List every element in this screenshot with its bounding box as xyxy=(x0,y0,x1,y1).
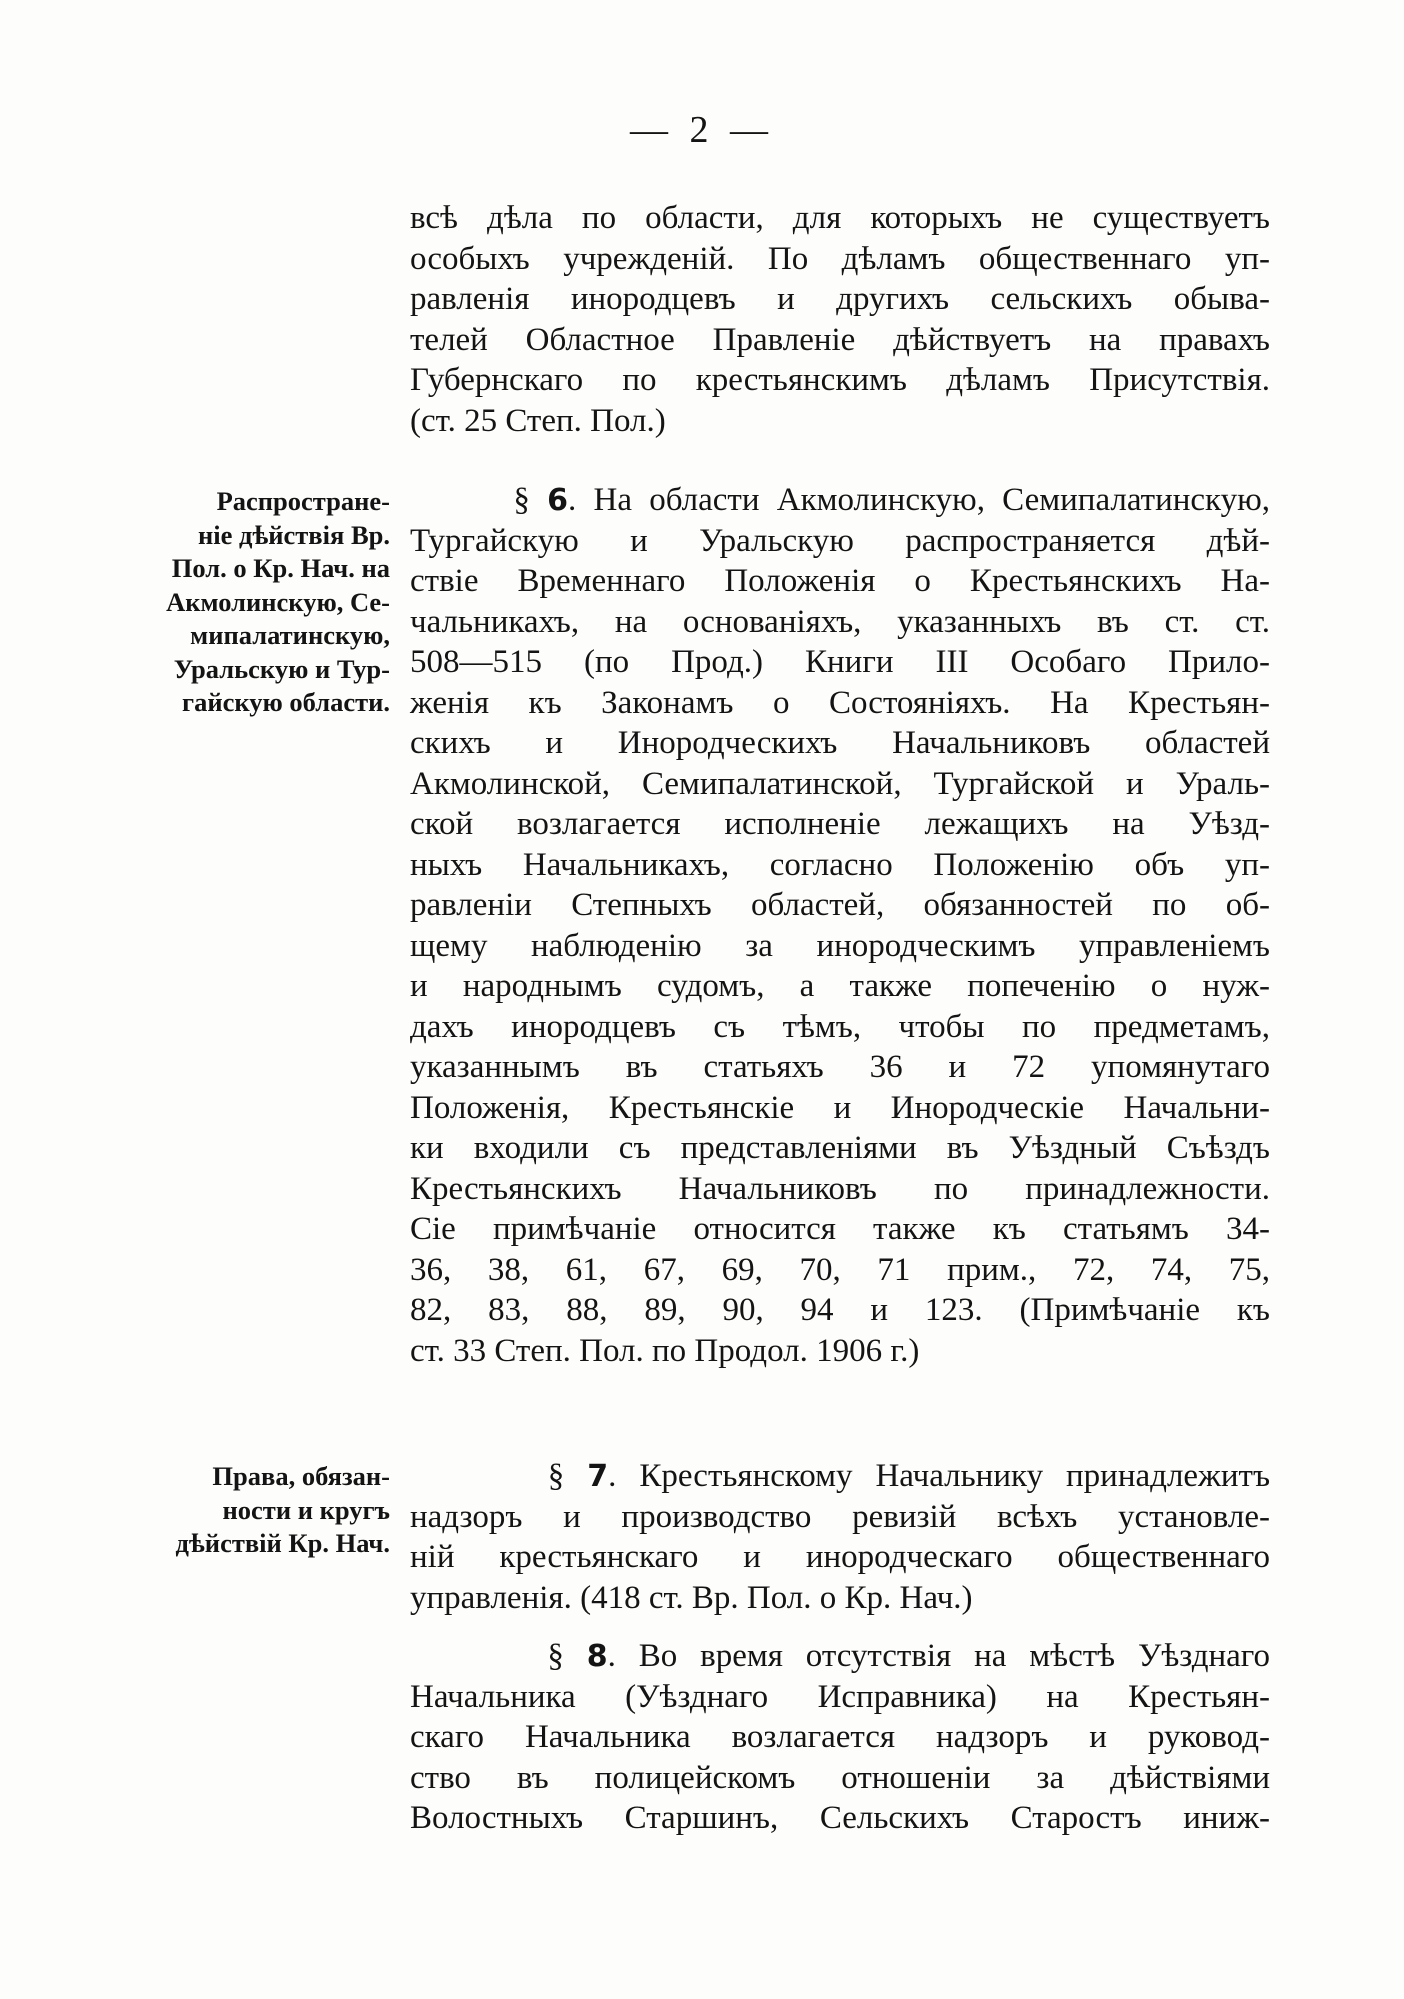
text-line: Акмолинской, Семипалатинской, Тургайской и Ураль- xyxy=(410,765,1270,802)
text-line: ство въ полицейскомъ отношеніи за дѣйствіями xyxy=(410,1759,1270,1796)
section-symbol: § xyxy=(547,1638,564,1674)
margin-note-line: ніе дѣйствія Вр. xyxy=(197,519,390,550)
margin-note-line: Пол. о Кр. Нач. на xyxy=(171,553,390,583)
margin-note-line: дѣйствій Кр. Нач. xyxy=(175,1528,390,1558)
text-line: указаннымъ въ статьяхъ 36 и 72 упомянутаго xyxy=(410,1049,1270,1085)
margin-note-extension xyxy=(128,485,390,720)
margin-note-line: Акмолинскую, Се- xyxy=(166,586,390,617)
text-line: и народнымъ судомъ, а также попеченію о нуж- xyxy=(410,968,1270,1004)
section-8-first-line xyxy=(410,1636,1270,1677)
text-line: особыхъ учрежденій. По дѣламъ общественнаго уп- xyxy=(410,240,1270,277)
text-line: . На области Акмолинскую, Семипалатинскую, xyxy=(568,482,1271,518)
text-line: дахъ инородцевъ съ тѣмъ, чтобы по предметамъ, xyxy=(410,1008,1270,1045)
text-line: (ст. 25 Степ. Пол.) xyxy=(410,402,666,439)
text-line: ныхъ Начальникахъ, согласно Положенію объ уп- xyxy=(410,846,1270,883)
margin-note-line: Права, обязан- xyxy=(212,1461,390,1491)
text-line: 82, 83, 88, 89, 90, 94 и 123. (Примѣчаніе къ xyxy=(410,1292,1270,1328)
section-6 xyxy=(410,480,1270,1371)
text-line: ст. 33 Степ. Пол. по Продол. 1906 г.) xyxy=(410,1332,920,1369)
text-line: Начальника (Уѣзднаго Исправника) на Крестьян- xyxy=(410,1678,1270,1715)
text-line: ствіе Временнаго Положенія о Крестьянскихъ На- xyxy=(410,563,1270,599)
text-line: Крестьянскихъ Начальниковъ по принадлежности. xyxy=(410,1170,1270,1207)
text-line: . Крестьянскому Начальнику принадлежитъ xyxy=(608,1458,1271,1494)
section-7 xyxy=(410,1456,1270,1618)
margin-note-rights xyxy=(128,1460,390,1561)
section-6-first-line xyxy=(410,480,1270,521)
text-line: равленія инородцевъ и другихъ сельскихъ обыва- xyxy=(410,281,1270,317)
text-line: женія къ Законамъ о Состояніяхъ. На Крестьян- xyxy=(410,684,1270,721)
text-line: телей Областное Правленіе дѣйствуетъ на правахъ xyxy=(410,321,1270,358)
section-symbol: § xyxy=(513,482,530,518)
margin-note-line: гайскую области. xyxy=(182,687,390,717)
text-line: надзоръ и производство ревизій всѣхъ установле- xyxy=(410,1498,1270,1535)
section-7-first-line xyxy=(410,1456,1270,1497)
text-line: Волостныхъ Старшинъ, Сельскихъ Старостъ иниж- xyxy=(410,1800,1270,1836)
margin-note-line: мипалатинскую, xyxy=(190,620,390,650)
text-line: Сіе примѣчаніе относится также къ статьямъ 34- xyxy=(410,1211,1270,1247)
section-symbol: § xyxy=(547,1458,565,1494)
section-8 xyxy=(410,1636,1270,1839)
text-line: Положенія, Крестьянскіе и Инородческіе Начальни- xyxy=(410,1089,1270,1126)
section-number: 6 xyxy=(547,483,568,518)
text-line: чальникахъ, на основаніяхъ, указанныхъ въ ст. ст. xyxy=(410,603,1270,640)
margin-note-line: Уральскую и Тур- xyxy=(173,653,390,684)
text-line: 36, 38, 61, 67, 69, 70, 71 прим., 72, 74, 75, xyxy=(410,1251,1270,1288)
text-line: ній крестьянскаго и инородческаго общественнаго xyxy=(410,1539,1270,1575)
margin-note-line: Распростране- xyxy=(216,486,390,516)
text-line: ской возлагается исполненіе лежащихъ на Уѣзд- xyxy=(410,806,1270,842)
text-line: ки входили съ представленіями въ Уѣздный Съѣздъ xyxy=(410,1130,1270,1166)
text-line: скаго Начальника возлагается надзоръ и руковод- xyxy=(410,1719,1270,1755)
text-line: 508—515 (по Прод.) Книги III Особаго Прило- xyxy=(410,644,1270,680)
section-number: 7 xyxy=(587,1459,609,1494)
text-line: скихъ и Инородческихъ Начальниковъ областей xyxy=(410,725,1270,761)
text-line: . Во время отсутствія на мѣстѣ Уѣзднаго xyxy=(607,1638,1271,1674)
text-line: щему наблюденію за инородческимъ управленіемъ xyxy=(410,927,1270,964)
text-line: всѣ дѣла по области, для которыхъ не существуетъ xyxy=(410,200,1270,236)
margin-note-line: ности и кругъ xyxy=(222,1494,390,1525)
text-line: Тургайскую и Уральскую распространяется дѣй- xyxy=(410,522,1270,559)
text-line: управленія. (418 ст. Вр. Пол. о Кр. Нач.) xyxy=(410,1579,973,1616)
section-number: 8 xyxy=(586,1639,608,1674)
text-line: Губернскаго по крестьянскимъ дѣламъ Присутствія. xyxy=(410,362,1270,398)
text-line: равленіи Степныхъ областей, обязанностей по об- xyxy=(410,887,1270,923)
page-number: — 2 — xyxy=(630,109,774,151)
paragraph-continuation xyxy=(410,198,1270,441)
